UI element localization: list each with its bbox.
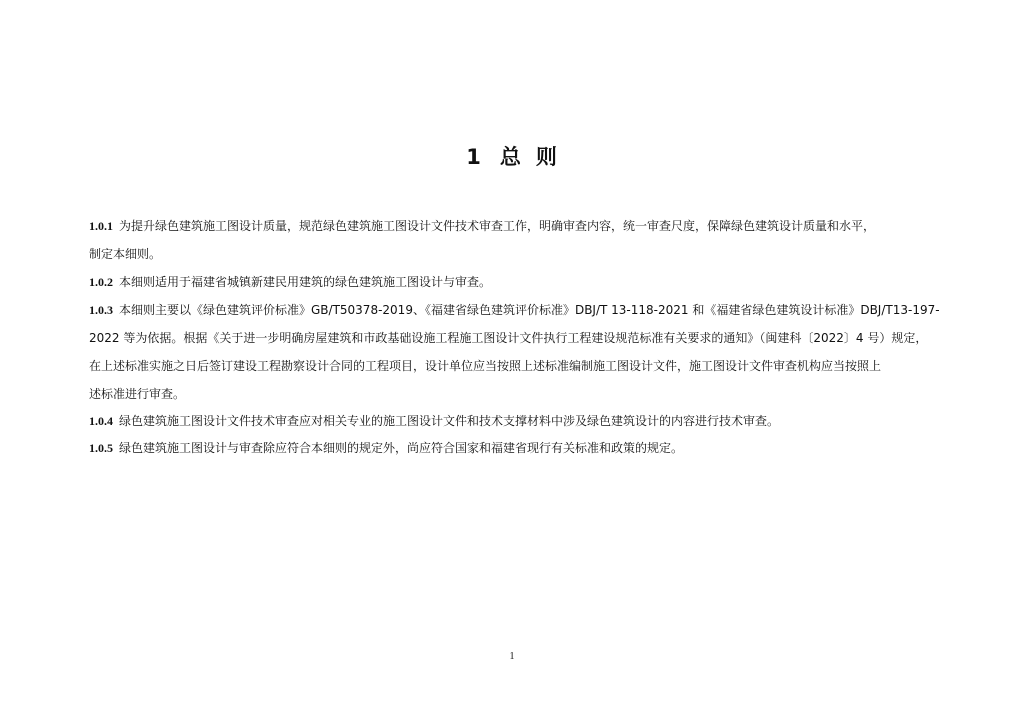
clause-1-0-1 [89,212,944,268]
clause-1-0-5 [89,435,944,462]
chapter-title-word-2: 则 [535,145,558,169]
clause-1-0-3 [89,296,944,408]
clause-text-line: 绿色建筑施工图设计文件技术审查应对相关专业的施工图设计文件和技术支撑材料中涉及绿色建筑设计的内容进行技术审查。 [119,414,780,428]
clause-1-0-2 [89,268,944,296]
clause-text-line: 2022 等为依据。根据《关于进一步明确房屋建筑和市政基础设施工程施工图设计文件执行工程建设规范标准有关要求的通知》（闽建科〔2022〕4 号）规定， [89,331,928,345]
clause-number: 1.0.5 [89,441,113,455]
chapter-title-word-1: 总 [499,145,522,169]
chapter-title [0,141,1024,171]
clause-number: 1.0.3 [89,303,113,317]
clause-text-line: 制定本细则。 [89,247,162,261]
chapter-number: 1 [466,145,482,169]
clause-text-line: 述标准进行审查。 [89,387,186,401]
clause-number: 1.0.2 [89,275,113,289]
clause-text-line: 本细则主要以《绿色建筑评价标准》GB/T50378-2019、《福建省绿色建筑评价标准》DBJ/T 13-118-2021 和《福建省绿色建筑设计标准》DBJ/T13-197- [119,303,940,317]
clause-1-0-4 [89,408,944,435]
clause-text-line: 在上述标准实施之日后签订建设工程勘察设计合同的工程项目，设计单位应当按照上述标准编制施工图设计文件，施工图设计文件审查机构应当按照上 [89,359,882,373]
clause-number: 1.0.1 [89,219,113,233]
clause-text-line: 本细则适用于福建省城镇新建民用建筑的绿色建筑施工图设计与审查。 [119,275,492,289]
page-number: 1 [509,651,515,662]
chapter-body [89,212,944,462]
clause-text-line: 为提升绿色建筑施工图设计质量，规范绿色建筑施工图设计文件技术审查工作，明确审查内容，统一审查尺度，保障绿色建筑设计质量和水平， [119,219,876,233]
clause-number: 1.0.4 [89,414,113,428]
clause-text-line: 绿色建筑施工图设计与审查除应符合本细则的规定外，尚应符合国家和福建省现行有关标准和政策的规定。 [119,441,684,455]
